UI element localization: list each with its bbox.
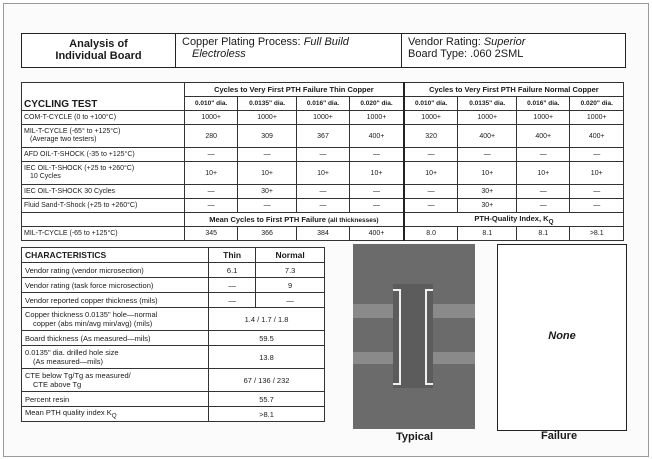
table-cell: 1000+ — [185, 111, 238, 125]
vendor-label: Vendor Rating: — [408, 36, 481, 48]
table-cell: — — [238, 148, 296, 162]
copper-knee — [393, 383, 400, 385]
table-row — [22, 199, 624, 213]
char-label-line1: 0.0135" dia. drilled hole size — [25, 348, 119, 357]
table-cell: 13.8 — [209, 346, 325, 369]
table-row — [22, 227, 624, 241]
table-cell: — — [517, 185, 570, 199]
table-cell: 1000+ — [296, 111, 349, 125]
table-cell: 309 — [238, 125, 296, 148]
table-cell: 30+ — [238, 185, 296, 199]
table-cell: — — [296, 199, 349, 213]
col-normal-header: Normal — [256, 248, 325, 263]
test-label-line1: IEC OIL-T-SHOCK (+25 to +260°C) — [24, 165, 135, 172]
characteristics-title: CHARACTERISTICS — [22, 248, 209, 263]
char-label-line2: (As measured—mils) — [33, 357, 104, 366]
char-label-line2: CTE above Tg — [33, 380, 82, 389]
failure-none-text: None — [548, 330, 576, 342]
table-row — [22, 185, 624, 199]
failure-box — [497, 244, 627, 431]
table-cell: 367 — [296, 125, 349, 148]
test-label-line2: (Average two testers) — [30, 136, 97, 143]
vendor-value: Superior — [483, 36, 526, 48]
table-row — [22, 346, 325, 369]
normal-copper-group-header: Cycles to Very First PTH Failure Normal Copper — [404, 83, 624, 97]
table-cell: — — [404, 185, 458, 199]
table-cell: 30+ — [458, 185, 517, 199]
table-cell: 400+ — [570, 125, 624, 148]
char-label-line1: Copper thickness 0.0135" hole—normal — [25, 310, 158, 319]
table-cell: 1000+ — [238, 111, 296, 125]
table-cell: 67 / 136 / 232 — [209, 369, 325, 392]
table-cell: — — [256, 293, 325, 308]
test-label — [22, 125, 185, 148]
table-cell: 280 — [185, 125, 238, 148]
copper-knee — [426, 383, 433, 385]
process-value: Full Build — [303, 36, 349, 48]
table-row — [22, 148, 624, 162]
char-label: Vendor rating (task force microsection) — [22, 278, 209, 293]
table-cell: 1000+ — [404, 111, 458, 125]
characteristics-table — [21, 247, 325, 422]
table-cell: 10+ — [185, 162, 238, 185]
table-cell: >8.1 — [209, 407, 325, 422]
table-cell: — — [185, 185, 238, 199]
char-label: Board thickness (As measured—mils) — [22, 331, 209, 346]
table-cell: 10+ — [296, 162, 349, 185]
blank-cell — [22, 213, 185, 227]
quality-index-header-text: PTH-Quality Index, K — [474, 213, 549, 223]
table-cell: — — [296, 185, 349, 199]
char-label-line1: CTE below Tg/Tg as measured/ — [25, 371, 131, 380]
table-cell: — — [209, 293, 256, 308]
table-cell: 59.5 — [209, 331, 325, 346]
char-label — [22, 346, 209, 369]
table-cell: — — [296, 148, 349, 162]
table-row — [22, 331, 325, 346]
quality-index-header — [404, 213, 624, 227]
table-row — [22, 111, 624, 125]
table-cell: — — [209, 278, 256, 293]
table-cell: 8.0 — [404, 227, 458, 241]
table-cell: 1000+ — [350, 111, 404, 125]
thin-dia-header: 0.0135" dia. — [238, 97, 296, 111]
failure-caption: Failure — [541, 430, 578, 442]
table-cell: 400+ — [350, 227, 404, 241]
table-cell: — — [570, 199, 624, 213]
table-row — [22, 293, 325, 308]
normal-dia-header: 0.020" dia. — [570, 97, 624, 111]
board-type: Board Type: .060 2SML — [408, 48, 524, 60]
test-label: AFD OIL-T-SHOCK (-35 to +125°C) — [22, 148, 185, 162]
table-cell: — — [517, 148, 570, 162]
typical-microsection-photo — [353, 244, 475, 429]
table-cell: >8.1 — [570, 227, 624, 241]
table-cell: — — [350, 148, 404, 162]
table-cell: 366 — [238, 227, 296, 241]
process-label: Copper Plating Process: — [182, 36, 301, 48]
table-cell: 400+ — [350, 125, 404, 148]
table-row — [22, 125, 624, 148]
normal-dia-header: 0.016" dia. — [517, 97, 570, 111]
table-cell: 384 — [296, 227, 349, 241]
test-label: Fluid Sand-T-Shock (+25 to +260°C) — [22, 199, 185, 213]
table-cell: 8.1 — [458, 227, 517, 241]
char-label — [22, 308, 209, 331]
table-cell: — — [238, 199, 296, 213]
table-cell: 7.3 — [256, 263, 325, 278]
cycling-test-title: CYCLING TEST — [22, 83, 185, 111]
normal-dia-header: 0.0135" dia. — [458, 97, 517, 111]
test-label: IEC OIL-T-SHOCK 30 Cycles — [22, 185, 185, 199]
mean-cycles-header-text: Mean Cycles to First PTH Failure — [209, 215, 326, 224]
col-thin-header: Thin — [209, 248, 256, 263]
table-cell: 400+ — [458, 125, 517, 148]
test-label-line2: 10 Cycles — [30, 173, 61, 180]
char-label-text: Mean PTH quality index K — [25, 407, 112, 417]
table-cell: 400+ — [517, 125, 570, 148]
table-cell: — — [404, 199, 458, 213]
char-label: Vendor rating (vendor microsection) — [22, 263, 209, 278]
table-cell: 1000+ — [458, 111, 517, 125]
table-row — [22, 392, 325, 407]
table-cell: — — [570, 185, 624, 199]
table-cell: — — [404, 148, 458, 162]
copper-knee — [393, 289, 400, 291]
table-cell: 1000+ — [517, 111, 570, 125]
table-cell: 30+ — [458, 199, 517, 213]
table-cell: — — [185, 199, 238, 213]
cycling-test-table — [21, 82, 624, 241]
table-row — [22, 407, 325, 422]
analysis-title-line2: Individual Board — [55, 50, 142, 62]
table-row — [22, 278, 325, 293]
table-cell: 8.1 — [517, 227, 570, 241]
thin-dia-header: 0.020" dia. — [350, 97, 404, 111]
thin-dia-header: 0.010" dia. — [185, 97, 238, 111]
test-label-line1: MIL-T-CYCLE (-65° to +125°C) — [24, 128, 121, 135]
test-label — [22, 162, 185, 185]
mean-cycles-header-note: (all thicknesses) — [328, 217, 379, 224]
char-label-subscript: Q — [111, 412, 117, 420]
copper-knee — [426, 289, 433, 291]
thin-copper-group-header: Cycles to Very First PTH Failure Thin Copper — [185, 83, 404, 97]
char-label: Percent resin — [22, 392, 209, 407]
test-label: COM-T-CYCLE (0 to +100°C) — [22, 111, 185, 125]
table-cell: 320 — [404, 125, 458, 148]
vendor-info — [402, 34, 625, 67]
table-cell: 1000+ — [570, 111, 624, 125]
table-cell: 10+ — [350, 162, 404, 185]
table-cell: 55.7 — [209, 392, 325, 407]
table-cell: 345 — [185, 227, 238, 241]
table-cell: 10+ — [238, 162, 296, 185]
char-label-line2: copper (abs min/avg min/avg) (mils) — [33, 319, 153, 328]
mean-cycles-header — [185, 213, 404, 227]
normal-dia-header: 0.010" dia. — [404, 97, 458, 111]
char-label — [22, 369, 209, 392]
table-row — [22, 308, 325, 331]
table-cell: 1.4 / 1.7 / 1.8 — [209, 308, 325, 331]
table-cell: — — [350, 185, 404, 199]
table-cell: — — [350, 199, 404, 213]
table-cell: 10+ — [517, 162, 570, 185]
table-row — [22, 263, 325, 278]
analysis-title-line1: Analysis of — [69, 38, 128, 50]
test-label: MIL-T-CYCLE (-65 to +125°C) — [22, 227, 185, 241]
char-label — [22, 407, 209, 422]
header-band — [21, 33, 626, 68]
table-cell: — — [458, 148, 517, 162]
table-row — [22, 162, 624, 185]
table-cell: 10+ — [570, 162, 624, 185]
table-row — [22, 369, 325, 392]
analysis-title — [22, 34, 176, 67]
thin-dia-header: 0.016" dia. — [296, 97, 349, 111]
table-cell: — — [185, 148, 238, 162]
process-value-2: Electroless — [192, 48, 246, 60]
copper-wall-right — [425, 289, 427, 385]
table-cell: 9 — [256, 278, 325, 293]
typical-caption: Typical — [396, 431, 434, 443]
quality-index-subscript: Q — [548, 218, 554, 226]
table-row — [22, 213, 624, 227]
table-cell: — — [570, 148, 624, 162]
plating-process — [176, 34, 402, 67]
table-cell: 6.1 — [209, 263, 256, 278]
table-cell: 10+ — [404, 162, 458, 185]
table-cell: 10+ — [458, 162, 517, 185]
table-cell: — — [517, 199, 570, 213]
copper-wall-left — [399, 289, 401, 385]
char-label: Vendor reported copper thickness (mils) — [22, 293, 209, 308]
